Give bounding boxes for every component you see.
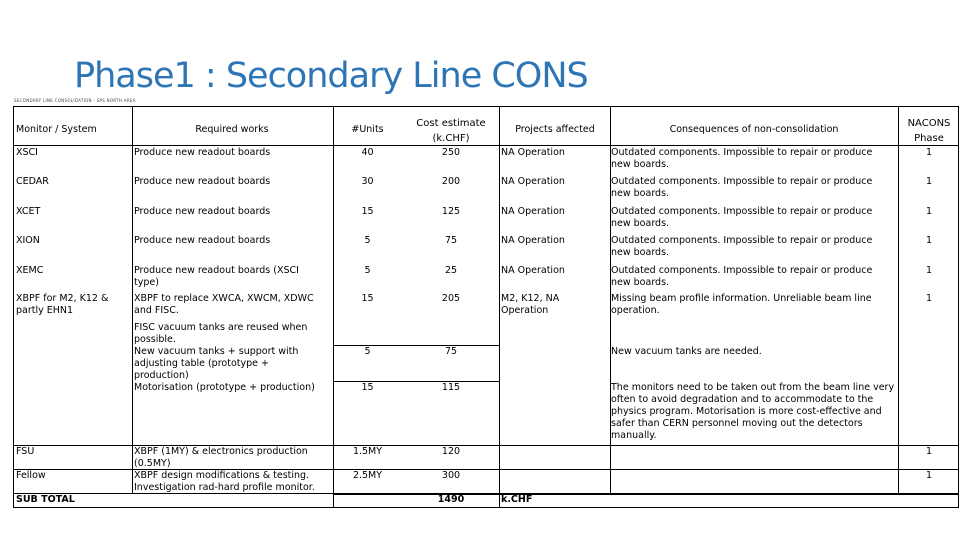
subtotal-unit: k.CHF	[501, 494, 533, 505]
cell-works: New vacuum tanks + support with adjusting table (prototype + production)	[134, 346, 299, 381]
cell-phase: 1	[925, 235, 933, 246]
cell-projects: NA Operation	[501, 176, 565, 187]
cell-cost: 250	[441, 147, 461, 158]
cell-monitor: XION	[16, 235, 40, 246]
cell-works: FISC vacuum tanks are reused when possible.	[134, 322, 308, 345]
cell-consequences: Outdated components. Impossible to repair or produce new boards.	[611, 265, 873, 288]
subtotal-cost: 1490	[437, 494, 465, 505]
col-divider	[333, 107, 334, 507]
cell-phase: 1	[925, 265, 933, 276]
cell-monitor: XSCI	[16, 147, 38, 158]
col-divider	[499, 107, 500, 507]
cell-phase: 1	[925, 147, 933, 158]
cell-cost: 75	[444, 235, 458, 246]
cell-cost: 300	[441, 470, 461, 481]
cell-works: XBPF to replace XWCA, XWCM, XDWC and FISC.	[134, 293, 314, 316]
header-works: Required works	[195, 124, 269, 135]
cell-consequences: Outdated components. Impossible to repair or produce new boards.	[611, 206, 873, 229]
cell-projects: M2, K12, NA Operation	[501, 293, 560, 316]
cell-works: Produce new readout boards	[134, 176, 271, 187]
cell-phase: 1	[925, 206, 933, 217]
cell-works: XBPF (1MY) & electronics production (0.5MY)	[134, 446, 308, 469]
cell-projects: NA Operation	[501, 235, 565, 246]
header-consequences: Consequences of non-consolidation	[669, 124, 839, 135]
cell-consequences: Missing beam profile information. Unreliable beam line operation.	[611, 293, 872, 316]
cell-works: Motorisation (prototype + production)	[134, 382, 315, 393]
cell-units: 5	[364, 235, 371, 246]
header-phase: NACONS Phase	[907, 118, 951, 144]
cell-units: 5	[364, 265, 371, 276]
cell-cost: 200	[441, 176, 461, 187]
header-projects: Projects affected	[515, 124, 595, 135]
cell-monitor: XBPF for M2, K12 & partly EHN1	[16, 293, 109, 316]
cell-phase: 1	[925, 176, 933, 187]
cell-works: XBPF design modifications & testing. Investigation rad-hard profile monitor.	[134, 470, 315, 493]
cell-projects: NA Operation	[501, 206, 565, 217]
cell-monitor: XEMC	[16, 265, 44, 276]
cell-cost: 205	[441, 293, 461, 304]
col-divider	[132, 107, 133, 493]
cell-units: 15	[361, 293, 374, 304]
cell-works: Produce new readout boards	[134, 206, 271, 217]
cell-units: 5	[364, 346, 371, 357]
cell-monitor: XCET	[16, 206, 41, 217]
cell-units: 1.5MY	[352, 446, 383, 457]
cell-consequences: Outdated components. Impossible to repair or produce new boards.	[611, 147, 873, 170]
cell-units: 15	[361, 382, 374, 393]
cell-works: Produce new readout boards (XSCI type)	[134, 265, 299, 288]
cell-monitor: FSU	[16, 446, 35, 457]
cell-phase: 1	[925, 293, 933, 304]
cell-cost: 75	[444, 346, 458, 357]
cell-works: Produce new readout boards	[134, 147, 271, 158]
cell-consequences: Outdated components. Impossible to repair or produce new boards.	[611, 235, 873, 258]
cell-projects: NA Operation	[501, 265, 565, 276]
header-units: #Units	[351, 124, 384, 135]
subtotal-label: SUB TOTAL	[16, 494, 75, 505]
cell-monitor: CEDAR	[16, 176, 49, 187]
cell-cost: 120	[441, 446, 461, 457]
cell-cost: 115	[441, 382, 461, 393]
cell-consequences: Outdated components. Impossible to repair or produce new boards.	[611, 176, 873, 199]
cell-cost: 25	[444, 265, 458, 276]
cell-units: 40	[361, 147, 374, 158]
cell-consequences: New vacuum tanks are needed.	[611, 346, 762, 357]
slide-subnote: SECONDARY LINE CONSOLIDATION - SPS NORTH AREA	[14, 98, 136, 103]
page-title: Phase1 : Secondary Line CONS	[74, 56, 588, 96]
cell-consequences: The monitors need to be taken out from the beam line very often to avoid degradation and to accommodate to the physics program. Motorisation is more cost-effective and safer than CERN personnel moving out the detectors manually.	[611, 382, 895, 441]
cell-works: Produce new readout boards	[134, 235, 271, 246]
cell-monitor: Fellow	[16, 470, 46, 481]
cell-phase: 1	[925, 446, 933, 457]
col-divider	[898, 107, 899, 494]
cell-units: 2.5MY	[352, 470, 383, 481]
cell-units: 30	[361, 176, 374, 187]
cell-projects: NA Operation	[501, 147, 565, 158]
cell-phase: 1	[925, 470, 933, 481]
header-monitor: Monitor / System	[16, 124, 97, 135]
cell-units: 15	[361, 206, 374, 217]
header-cost: Cost estimate (k.CHF)	[416, 118, 486, 144]
cell-cost: 125	[441, 206, 461, 217]
